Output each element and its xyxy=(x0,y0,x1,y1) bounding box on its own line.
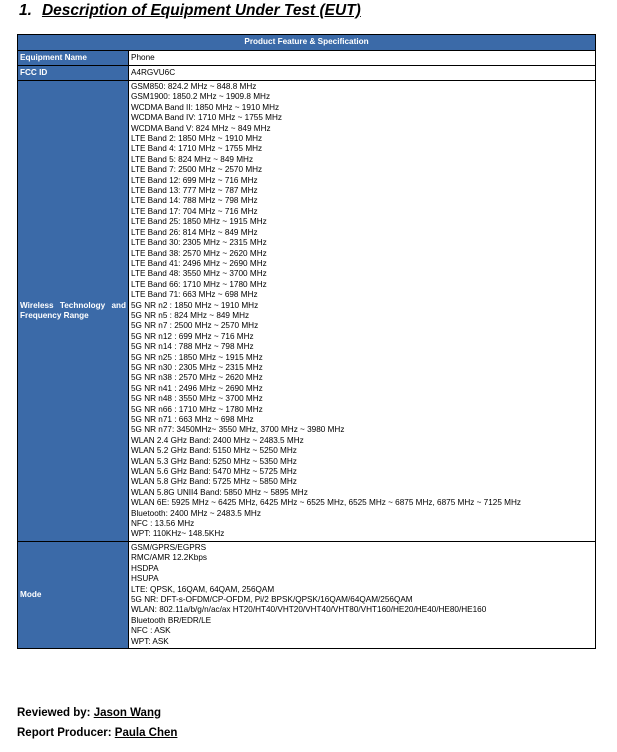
fcc-id-value: A4RGVU6C xyxy=(129,66,596,81)
mode-line: HSUPA xyxy=(131,574,159,584)
frequency-line: Bluetooth: 2400 MHz ~ 2483.5 MHz xyxy=(131,508,261,518)
frequency-line: WLAN 5.3 GHz Band: 5250 MHz ~ 5350 MHz xyxy=(131,456,297,466)
mode-line: GSM/GPRS/EGPRS xyxy=(131,542,207,552)
frequency-line: 5G NR n25 : 1850 MHz ~ 1915 MHz xyxy=(131,352,263,362)
producer-name: Paula Chen xyxy=(114,727,178,739)
frequency-line: LTE Band 26: 814 MHz ~ 849 MHz xyxy=(131,227,258,237)
frequency-line: WLAN 5.2 GHz Band: 5150 MHz ~ 5250 MHz xyxy=(131,446,297,456)
reviewed-by xyxy=(17,707,161,719)
frequency-line: WLAN 6E: 5925 MHz ~ 6425 MHz, 6425 MHz ~ 6525 MHz, 6525 MHz ~ 6875 MHz, 6875 MHz ~ 7125 MHz xyxy=(131,498,521,508)
reviewed-by-label: Reviewed by: xyxy=(17,707,91,719)
frequency-line: 5G NR n71 : 663 MHz ~ 698 MHz xyxy=(131,415,254,424)
frequency-line: 5G NR n41 : 2496 MHz ~ 2690 MHz xyxy=(131,383,263,393)
frequency-line: LTE Band 66: 1710 MHz ~ 1780 MHz xyxy=(131,279,267,289)
spec-table xyxy=(17,34,596,649)
frequency-line: 5G NR n38 : 2570 MHz ~ 2620 MHz xyxy=(131,373,263,383)
reviewer-name: Jason Wang xyxy=(93,707,162,719)
mode-line: 5G NR: DFT-s-OFDM/CP-OFDM, Pi/2 BPSK/QPSK/16QAM/64QAM/256QAM xyxy=(131,594,413,604)
wireless-technology-label: Wireless Technology and Frequency Range xyxy=(18,81,129,542)
frequency-line: 5G NR n12 : 699 MHz ~ 716 MHz xyxy=(131,331,254,341)
frequency-line: 5G NR n66 : 1710 MHz ~ 1780 MHz xyxy=(131,404,263,414)
frequency-line: WLAN 2.4 GHz Band: 2400 MHz ~ 2483.5 MHz xyxy=(131,435,304,445)
frequency-line: GSM850: 824.2 MHz ~ 848.8 MHz xyxy=(131,82,257,91)
mode-line: HSDPA xyxy=(131,563,159,573)
frequency-line: LTE Band 5: 824 MHz ~ 849 MHz xyxy=(131,154,254,164)
frequency-line: WPT: 110KHz~ 148.5KHz xyxy=(131,529,225,539)
frequency-line: 5G NR n14 : 788 MHz ~ 798 MHz xyxy=(131,342,254,352)
mode-label: Mode xyxy=(18,541,129,648)
fcc-id-label: FCC ID xyxy=(18,66,129,81)
mode-line: RMC/AMR 12.2Kbps xyxy=(131,553,207,563)
mode-line: LTE: QPSK, 16QAM, 64QAM, 256QAM xyxy=(131,584,275,594)
section-title: Description of Equipment Under Test (EUT) xyxy=(41,2,361,19)
frequency-line: WLAN 5.8G UNII4 Band: 5850 MHz ~ 5895 MHz xyxy=(131,487,308,497)
frequency-line: LTE Band 13: 777 MHz ~ 787 MHz xyxy=(131,186,258,196)
frequency-line: WLAN 5.8 GHz Band: 5725 MHz ~ 5850 MHz xyxy=(131,477,297,487)
frequency-line: WCDMA Band II: 1850 MHz ~ 1910 MHz xyxy=(131,102,280,112)
frequency-line: 5G NR n77: 3450MHz~ 3550 MHz, 3700 MHz ~ 3980 MHz xyxy=(131,425,345,435)
frequency-line: LTE Band 25: 1850 MHz ~ 1915 MHz xyxy=(131,217,267,227)
mode-line: NFC : ASK xyxy=(131,626,171,636)
frequency-line: NFC : 13.56 MHz xyxy=(131,519,195,529)
frequency-line: 5G NR n5 : 824 MHz ~ 849 MHz xyxy=(131,310,250,320)
report-producer xyxy=(17,727,177,739)
frequency-line: LTE Band 2: 1850 MHz ~ 1910 MHz xyxy=(131,134,263,144)
frequency-line: LTE Band 4: 1710 MHz ~ 1755 MHz xyxy=(131,144,263,154)
frequency-line: LTE Band 38: 2570 MHz ~ 2620 MHz xyxy=(131,248,267,258)
mode-list xyxy=(129,541,596,648)
frequency-line: 5G NR n48 : 3550 MHz ~ 3700 MHz xyxy=(131,394,263,404)
frequency-line: LTE Band 30: 2305 MHz ~ 2315 MHz xyxy=(131,238,267,248)
frequency-line: 5G NR n30 : 2305 MHz ~ 2315 MHz xyxy=(131,362,263,372)
equipment-name-label: Equipment Name xyxy=(18,51,129,66)
frequency-line: WLAN 5.6 GHz Band: 5470 MHz ~ 5725 MHz xyxy=(131,467,297,477)
frequency-line: 5G NR n7 : 2500 MHz ~ 2570 MHz xyxy=(131,321,259,331)
equipment-name-value: Phone xyxy=(129,51,596,66)
table-header: Product Feature & Specification xyxy=(18,35,596,51)
report-producer-label: Report Producer: xyxy=(17,727,112,739)
frequency-line: LTE Band 12: 699 MHz ~ 716 MHz xyxy=(131,175,258,185)
frequency-line: WCDMA Band V: 824 MHz ~ 849 MHz xyxy=(131,123,271,133)
mode-line: WLAN: 802.11a/b/g/n/ac/ax HT20/HT40/VHT20/VHT40/VHT80/VHT160/HE20/HE40/HE80/HE160 xyxy=(131,605,487,615)
frequency-line: GSM1900: 1850.2 MHz ~ 1909.8 MHz xyxy=(131,92,271,102)
frequency-line: LTE Band 7: 2500 MHz ~ 2570 MHz xyxy=(131,165,263,175)
section-heading xyxy=(19,2,361,20)
section-number: 1. xyxy=(19,2,32,19)
frequency-line: LTE Band 71: 663 MHz ~ 698 MHz xyxy=(131,290,258,300)
mode-line: WPT: ASK xyxy=(131,636,169,646)
frequency-line: LTE Band 41: 2496 MHz ~ 2690 MHz xyxy=(131,258,267,268)
frequency-line: LTE Band 17: 704 MHz ~ 716 MHz xyxy=(131,206,258,216)
frequency-line: LTE Band 48: 3550 MHz ~ 3700 MHz xyxy=(131,269,267,279)
frequency-line: WCDMA Band IV: 1710 MHz ~ 1755 MHz xyxy=(131,113,282,123)
frequency-line: 5G NR n2 : 1850 MHz ~ 1910 MHz xyxy=(131,300,259,310)
frequency-line: LTE Band 14: 788 MHz ~ 798 MHz xyxy=(131,196,258,206)
wireless-frequency-list xyxy=(129,81,596,542)
mode-line: Bluetooth BR/EDR/LE xyxy=(131,615,212,625)
